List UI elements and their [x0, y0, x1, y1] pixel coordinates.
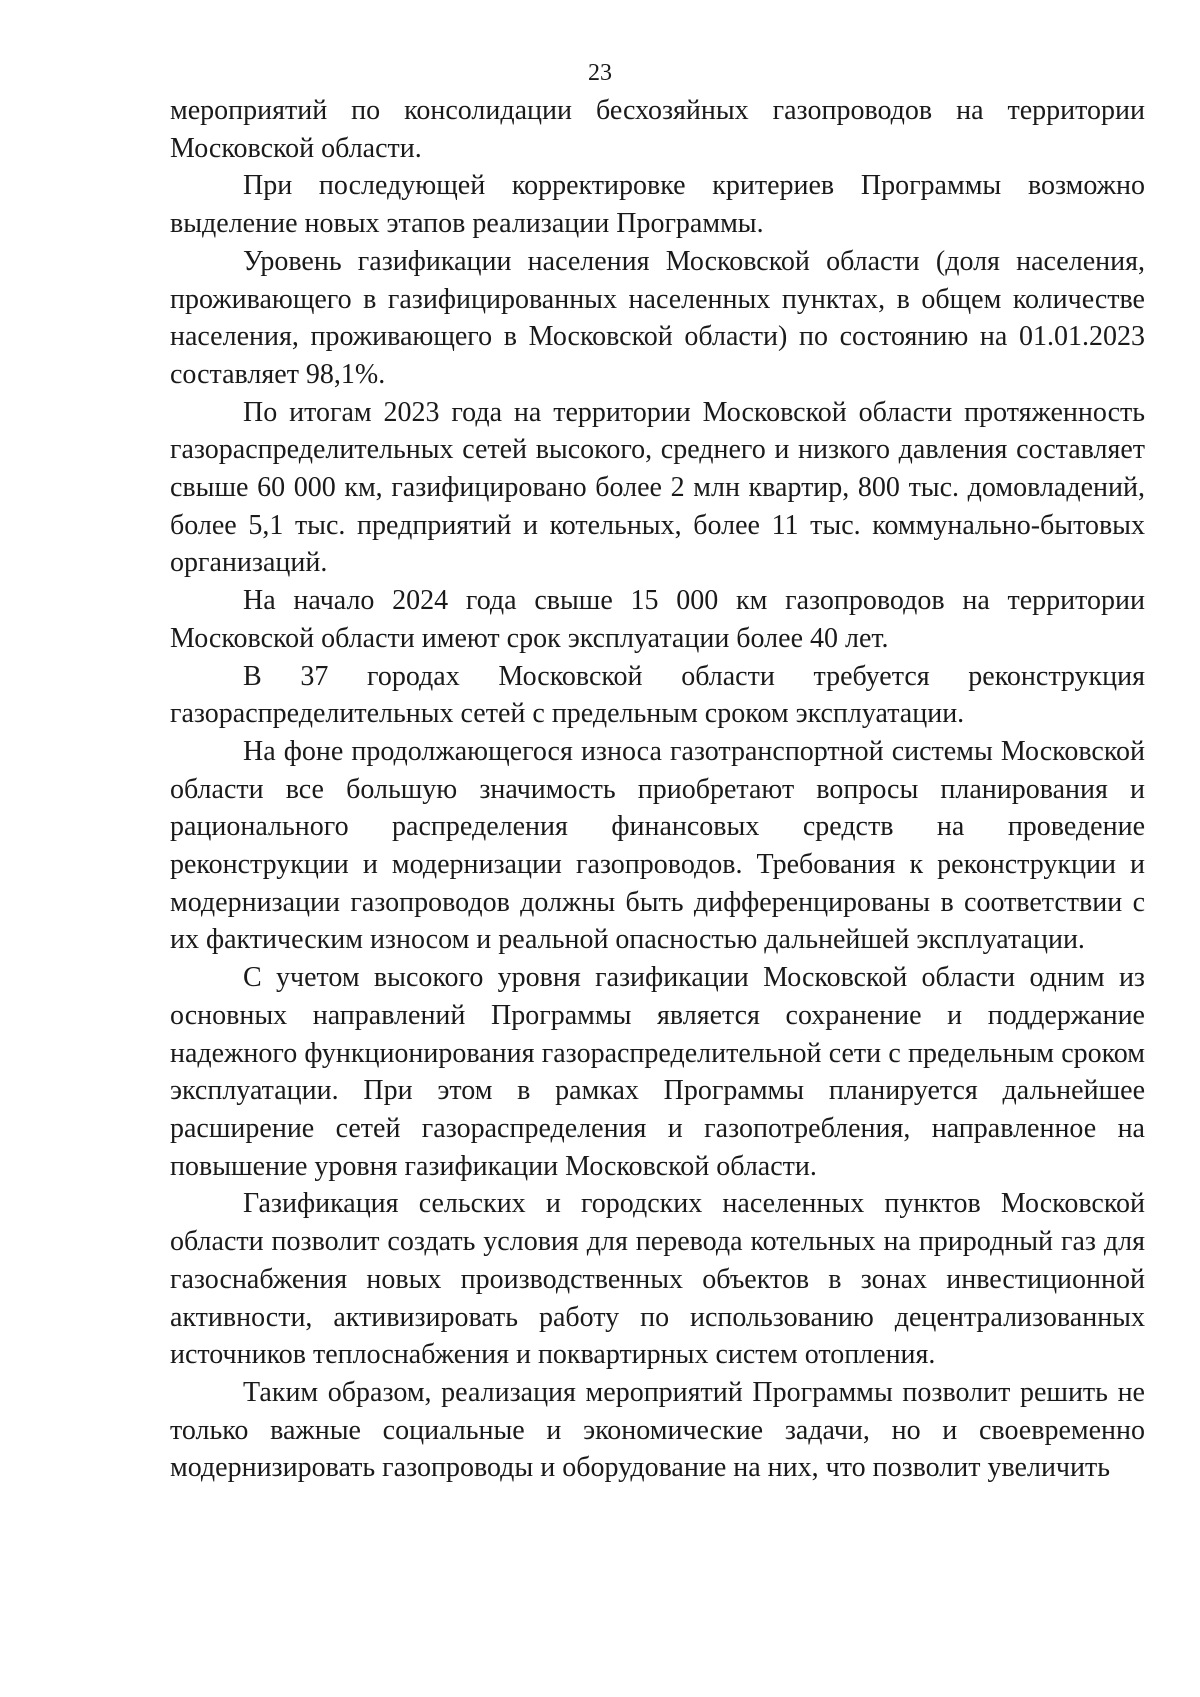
paragraph-8: С учетом высокого уровня газификации Московской области одним из основных направлений Программы является сохранение и поддержание надежного функционирования газораспределительной сети с предельным сроком эксплуатации. При этом в рамках Программы планируется дальнейшее расширение сетей газораспределения и газопотребления, направленное на повышение уровня газификации Московской области. — [170, 962, 1145, 1182]
document-body — [170, 92, 1145, 1487]
paragraph-4: По итогам 2023 года на территории Московской области протяженность газораспределительных сетей высокого, среднего и низкого давления составляет свыше 60 000 км, газифицировано более 2 млн квартир, 800 тыс. домовладений, более 5,1 тыс. предприятий и котельных, более 11 тыс. коммунально-бытовых организаций. — [170, 396, 1145, 579]
page-number: 23 — [588, 60, 612, 86]
paragraph-2: При последующей корректировке критериев Программы возможно выделение новых этапов реализации Программы. — [170, 170, 1145, 240]
paragraph-5: На начало 2024 года свыше 15 000 км газопроводов на территории Московской области имеют срок эксплуатации более 40 лет. — [170, 585, 1145, 654]
paragraph-1: мероприятий по консолидации бесхозяйных газопроводов на территории Московской области. — [170, 95, 1145, 164]
paragraph-6: В 37 городах Московской области требуется реконструкция газораспределительных сетей с предельным сроком эксплуатации. — [170, 660, 1145, 730]
paragraph-10: Таким образом, реализация мероприятий Программы позволит решить не только важные социальные и экономические задачи, но и своевременно модернизировать газопроводы и оборудование на них, что позволит увеличить — [170, 1376, 1145, 1484]
paragraph-3: Уровень газификации населения Московской области (доля населения, проживающего в газифицированных населенных пунктах, в общем количестве населения, проживающего в Московской области) по состоянию на 01.01.2023 составляет 98,1%. — [170, 245, 1145, 390]
paragraph-9: Газификация сельских и городских населенных пунктов Московской области позволит создать условия для перевода котельных на природный газ для газоснабжения новых производственных объектов в зонах инвестиционной активности, активизировать работу по использованию децентрализованных источников теплоснабжения и поквартирных систем отопления. — [170, 1188, 1145, 1371]
paragraph-7: На фоне продолжающегося износа газотранспортной системы Московской области все большую значимость приобретают вопросы планирования и рационального распределения финансовых средств на проведение реконструкции и модернизации газопроводов. Требования к реконструкции и модернизации газопроводов должны быть дифференцированы в соответствии с их фактическим износом и реальной опасностью дальнейшей эксплуатации. — [170, 735, 1145, 956]
